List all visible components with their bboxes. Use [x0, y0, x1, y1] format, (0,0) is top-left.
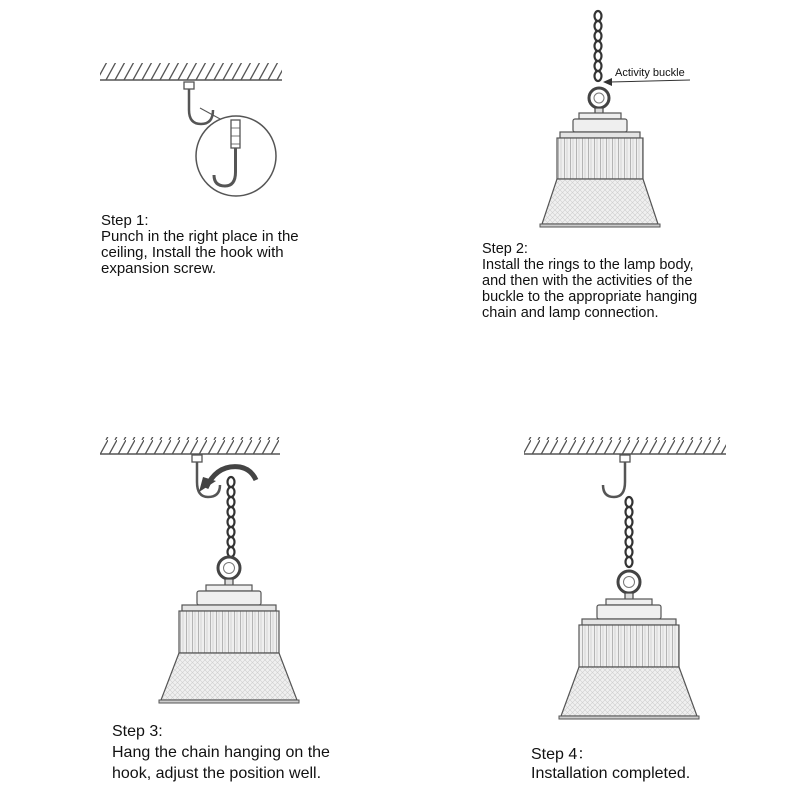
activity-buckle-icon	[618, 571, 640, 601]
step2-text	[482, 241, 782, 321]
step2-title: Step 2:	[482, 241, 528, 257]
chain-icon	[595, 11, 602, 81]
step2-line: and then with the activities of the	[482, 273, 693, 289]
step3-line: hook, adjust the position well.	[112, 765, 322, 782]
ceiling-1	[100, 63, 282, 80]
activity-buckle-label: Activity buckle	[615, 67, 685, 79]
step4-title: Step 4：	[531, 746, 594, 763]
lamp-body-icon	[559, 599, 699, 719]
step1-text	[101, 213, 401, 277]
step1-line: Punch in the right place in the	[101, 228, 299, 245]
step1-line: ceiling, Install the hook with	[101, 244, 284, 261]
chain-icon	[626, 497, 633, 567]
ceiling-hook-icon	[603, 455, 630, 497]
lamp-body-icon	[159, 585, 299, 703]
step3-line: Hang the chain hanging on the	[112, 744, 330, 761]
ceiling-hook-icon	[184, 82, 213, 124]
step4-illustration	[524, 437, 726, 719]
callout-arrow-icon	[603, 78, 690, 86]
chain-icon	[228, 477, 235, 557]
step4-line: Installation completed.	[531, 765, 691, 782]
step3-illustration	[100, 437, 299, 703]
step2-illustration	[540, 11, 690, 227]
step4-text	[531, 745, 791, 783]
step1-line: expansion screw.	[101, 260, 217, 277]
activity-buckle-icon	[589, 88, 609, 116]
step2-line: chain and lamp connection.	[482, 305, 659, 321]
step1-illustration	[100, 63, 282, 196]
step2-line: Install the rings to the lamp body,	[482, 257, 694, 273]
activity-buckle-icon	[218, 557, 240, 587]
step1-title: Step 1:	[101, 212, 149, 229]
step2-line: buckle to the appropriate hanging	[482, 289, 698, 305]
step3-text	[112, 721, 432, 784]
lamp-body-icon	[540, 113, 660, 227]
expansion-screw-detail	[196, 116, 276, 196]
ceiling-3	[100, 437, 280, 454]
step3-title: Step 3:	[112, 723, 163, 740]
ceiling-4	[524, 437, 726, 454]
